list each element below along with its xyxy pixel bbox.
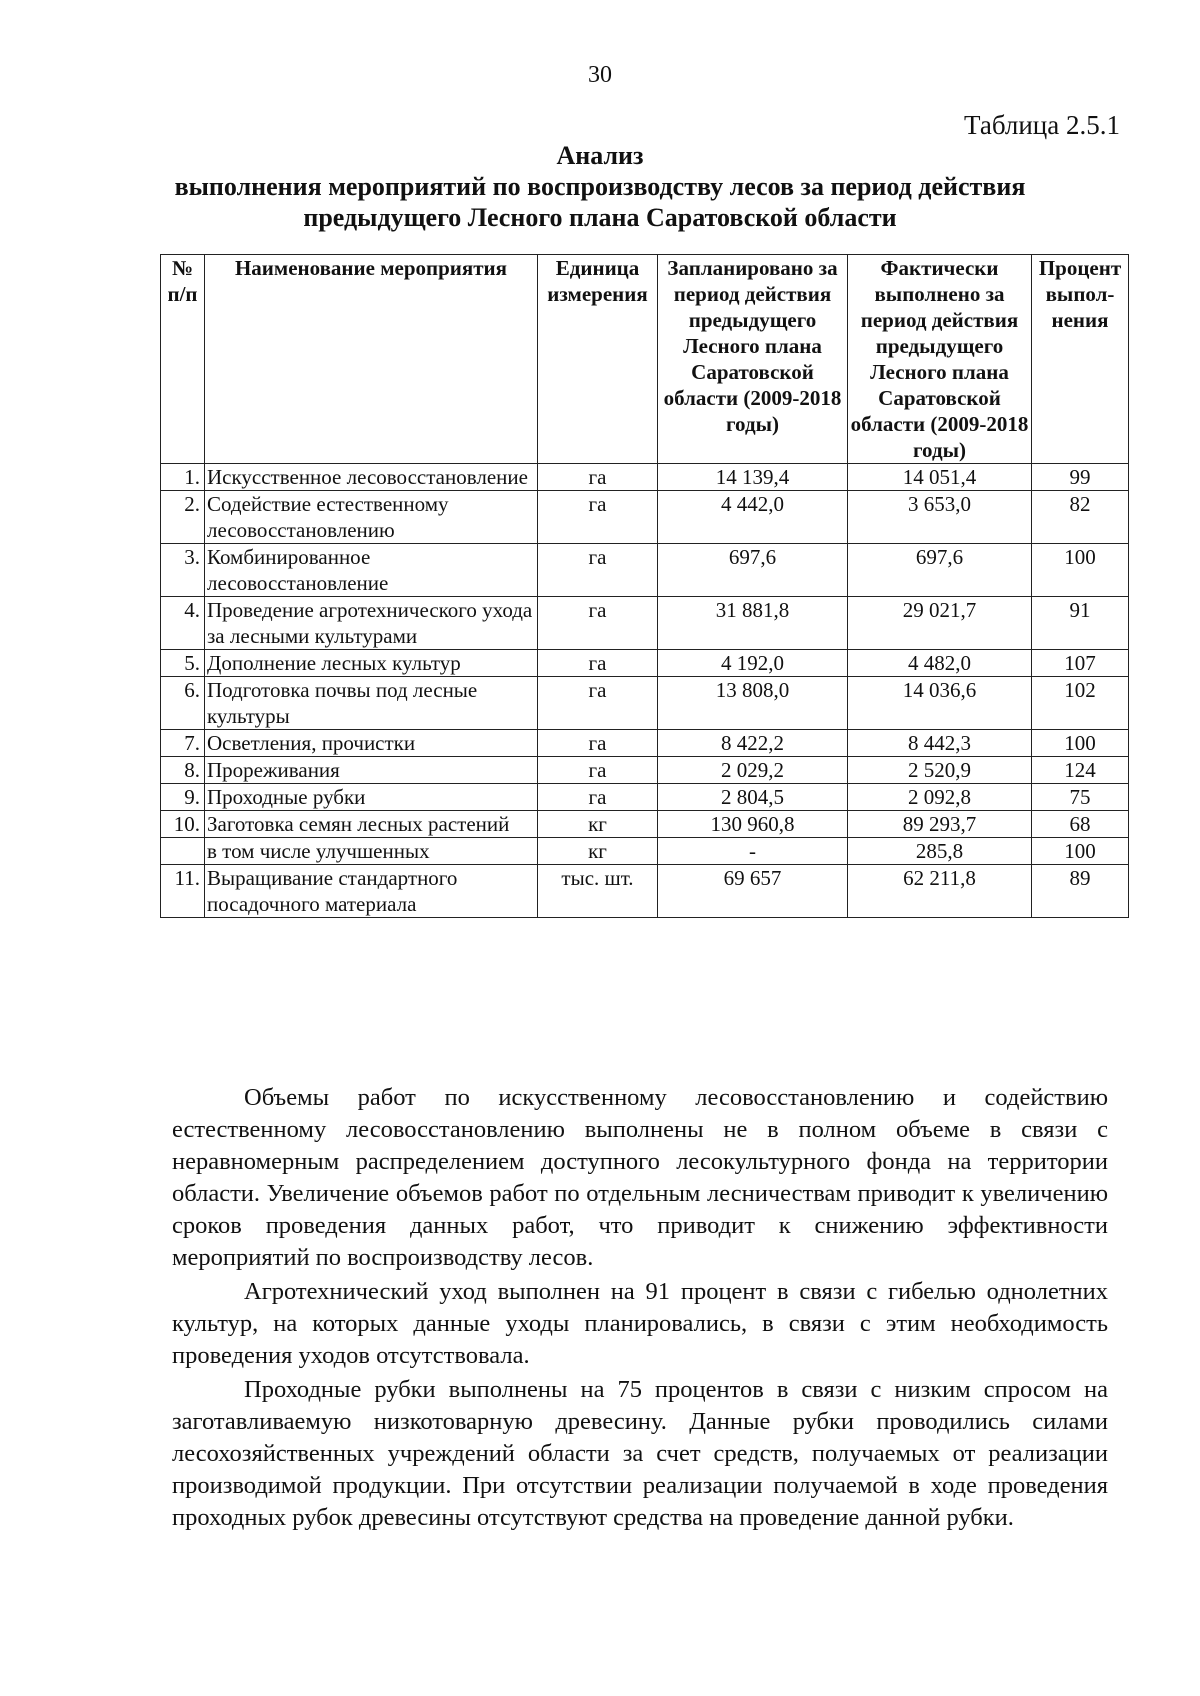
- cell-percent: 107: [1032, 650, 1129, 677]
- cell-unit: га: [538, 597, 658, 650]
- cell-unit: га: [538, 544, 658, 597]
- cell-unit: га: [538, 677, 658, 730]
- table-row: [161, 811, 1129, 838]
- table-row: [161, 464, 1129, 491]
- cell-unit: кг: [538, 811, 658, 838]
- reforestation-table: [160, 254, 1129, 918]
- cell-actual: 89 293,7: [848, 811, 1032, 838]
- table-body: [161, 464, 1129, 918]
- cell-percent: 68: [1032, 811, 1129, 838]
- cell-unit: га: [538, 491, 658, 544]
- cell-percent: 91: [1032, 597, 1129, 650]
- paragraph-3: Проходные рубки выполнены на 75 процентов в связи с низким спросом на заготавливаемую низкотоварную древесину. Данные рубки проводились силами лесохозяйственных учреждений области за счет средств, получаемых от реализации производимой продукции. При отсутствии реализации получаемой в ходе проведения проходных рубок древесины отсутствуют средства на проведение данной рубки.: [172, 1376, 1108, 1531]
- cell-num: [161, 838, 205, 865]
- cell-num: 3.: [161, 544, 205, 597]
- cell-planned: 31 881,8: [658, 597, 848, 650]
- paragraph-1: Объемы работ по искусственному лесовосстановлению и содействию естественному лесовосстановлению выполнены не в полном объеме в связи с неравномерным распределением доступного лесокультурного фонда на территории области. Увеличение объемов работ по отдельным лесничествам приводит к увеличению сроков проведения данных работ, что приводит к снижению эффективности мероприятий по воспроизводству лесов.: [172, 1084, 1108, 1271]
- cell-planned: 697,6: [658, 544, 848, 597]
- cell-actual: 4 482,0: [848, 650, 1032, 677]
- cell-planned: 130 960,8: [658, 811, 848, 838]
- table-row: [161, 597, 1129, 650]
- cell-name: Проведение агротехнического ухода за лесными культурами: [205, 597, 538, 650]
- cell-percent: 99: [1032, 464, 1129, 491]
- table-row: [161, 730, 1129, 757]
- cell-actual: 62 211,8: [848, 865, 1032, 918]
- cell-num: 4.: [161, 597, 205, 650]
- title-line-1: Анализ: [556, 141, 644, 170]
- cell-unit: га: [538, 784, 658, 811]
- cell-name: Содействие естественному лесовосстановлению: [205, 491, 538, 544]
- cell-actual: 3 653,0: [848, 491, 1032, 544]
- table-row: [161, 677, 1129, 730]
- cell-actual: 2 092,8: [848, 784, 1032, 811]
- body-text: [172, 1082, 1108, 1536]
- cell-name: Подготовка почвы под лесные культуры: [205, 677, 538, 730]
- cell-unit: га: [538, 650, 658, 677]
- cell-percent: 82: [1032, 491, 1129, 544]
- cell-percent: 89: [1032, 865, 1129, 918]
- header-num: № п/п: [161, 255, 205, 464]
- cell-num: 6.: [161, 677, 205, 730]
- cell-planned: 2 029,2: [658, 757, 848, 784]
- cell-actual: 285,8: [848, 838, 1032, 865]
- title-line-3: предыдущего Лесного плана Саратовской области: [303, 203, 897, 232]
- cell-percent: 75: [1032, 784, 1129, 811]
- cell-planned: 2 804,5: [658, 784, 848, 811]
- cell-percent: 100: [1032, 544, 1129, 597]
- paragraph-2: Агротехнический уход выполнен на 91 процент в связи с гибелью однолетних культур, на которых данные уходы планировались, в связи с этим необходимость проведения уходов отсутствовала.: [172, 1278, 1108, 1369]
- cell-percent: 100: [1032, 730, 1129, 757]
- cell-actual: 2 520,9: [848, 757, 1032, 784]
- cell-unit: кг: [538, 838, 658, 865]
- cell-actual: 8 442,3: [848, 730, 1032, 757]
- cell-planned: 4 192,0: [658, 650, 848, 677]
- cell-name: в том числе улучшенных: [205, 838, 538, 865]
- cell-num: 1.: [161, 464, 205, 491]
- cell-actual: 14 051,4: [848, 464, 1032, 491]
- cell-actual: 697,6: [848, 544, 1032, 597]
- header-actual: Фактически выполнено за период действия предыдущего Лесного плана Саратовской области (2009-2018 годы): [848, 255, 1032, 464]
- cell-name: Заготовка семян лесных растений: [205, 811, 538, 838]
- cell-unit: га: [538, 464, 658, 491]
- cell-actual: 14 036,6: [848, 677, 1032, 730]
- table-row: [161, 865, 1129, 918]
- cell-num: 9.: [161, 784, 205, 811]
- cell-name: Комбинированное лесовосстановление: [205, 544, 538, 597]
- cell-planned: 14 139,4: [658, 464, 848, 491]
- cell-unit: га: [538, 730, 658, 757]
- cell-actual: 29 021,7: [848, 597, 1032, 650]
- cell-percent: 124: [1032, 757, 1129, 784]
- page-number: 30: [588, 62, 612, 88]
- table-row: [161, 544, 1129, 597]
- header-name: Наименование мероприятия: [205, 255, 538, 464]
- table-row: [161, 838, 1129, 865]
- cell-name: Искусственное лесовосстановление: [205, 464, 538, 491]
- table-row: [161, 650, 1129, 677]
- table-header-row: [161, 255, 1129, 464]
- cell-num: 11.: [161, 865, 205, 918]
- cell-unit: га: [538, 757, 658, 784]
- cell-planned: 69 657: [658, 865, 848, 918]
- header-unit: Единица измерения: [538, 255, 658, 464]
- header-percent: Процент выпол-нения: [1032, 255, 1129, 464]
- table-row: [161, 784, 1129, 811]
- cell-unit: тыс. шт.: [538, 865, 658, 918]
- cell-percent: 102: [1032, 677, 1129, 730]
- cell-percent: 100: [1032, 838, 1129, 865]
- cell-num: 8.: [161, 757, 205, 784]
- cell-num: 2.: [161, 491, 205, 544]
- document-title: [0, 140, 1200, 233]
- cell-num: 7.: [161, 730, 205, 757]
- cell-planned: 8 422,2: [658, 730, 848, 757]
- cell-planned: -: [658, 838, 848, 865]
- cell-name: Прореживания: [205, 757, 538, 784]
- cell-name: Проходные рубки: [205, 784, 538, 811]
- table-row: [161, 491, 1129, 544]
- cell-num: 10.: [161, 811, 205, 838]
- table-label: Таблица 2.5.1: [964, 110, 1120, 140]
- header-planned: Запланировано за период действия предыдущего Лесного плана Саратовской области (2009-2018 годы): [658, 255, 848, 464]
- cell-name: Дополнение лесных культур: [205, 650, 538, 677]
- table-row: [161, 757, 1129, 784]
- cell-planned: 4 442,0: [658, 491, 848, 544]
- cell-name: Осветления, прочистки: [205, 730, 538, 757]
- cell-num: 5.: [161, 650, 205, 677]
- cell-name: Выращивание стандартного посадочного материала: [205, 865, 538, 918]
- cell-planned: 13 808,0: [658, 677, 848, 730]
- title-line-2: выполнения мероприятий по воспроизводству лесов за период действия: [174, 172, 1026, 201]
